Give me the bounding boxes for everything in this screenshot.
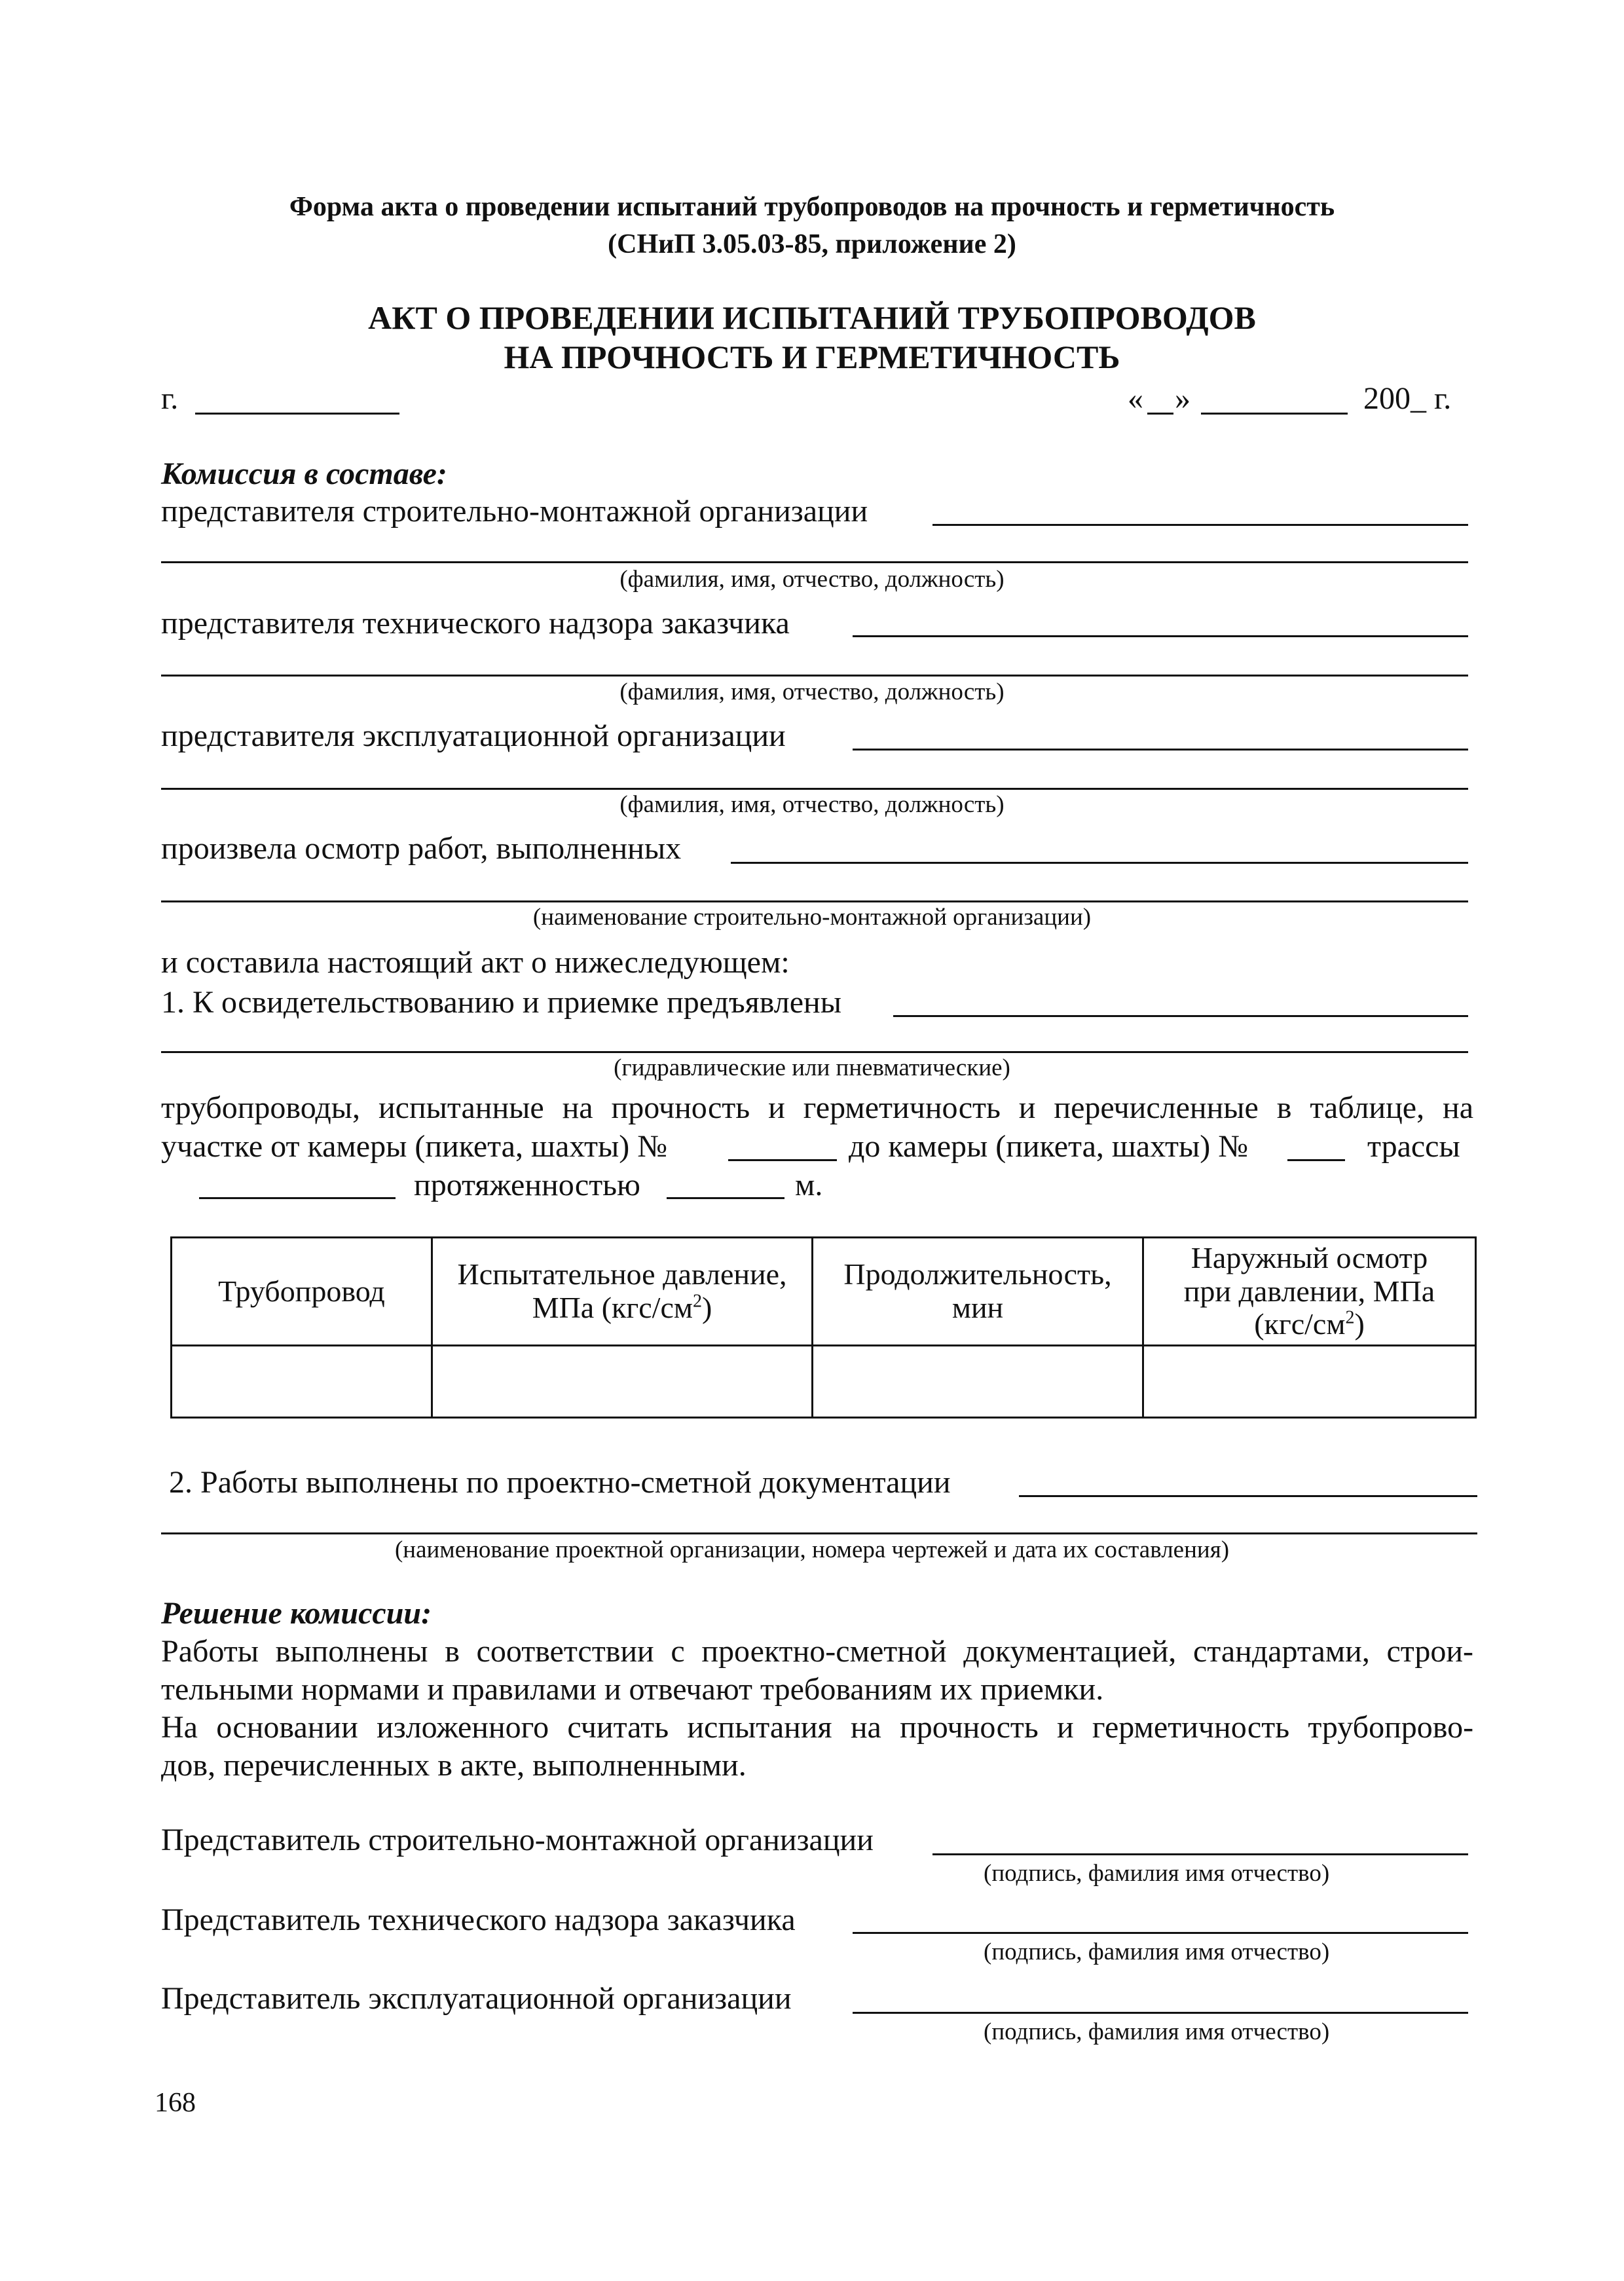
fio-caption: (фамилия, имя, отчество, должность) <box>619 791 1005 818</box>
rep-supervision-label: представителя технического надзора заказчика <box>161 606 790 640</box>
rep-operation-label: представителя эксплуатационной организации <box>161 718 786 753</box>
sig-operation-label: Представитель эксплуатационной организации <box>161 1981 792 2016</box>
org-caption: (наименование строительно-монтажной организации) <box>532 904 1092 931</box>
table-header-duration: Продолжительность, мин <box>813 1238 1143 1346</box>
length-field[interactable] <box>667 1197 784 1199</box>
inspected-field[interactable] <box>731 862 1468 864</box>
rep-supervision-field-2[interactable] <box>161 675 1468 677</box>
fio-caption: (фамилия, имя, отчество, должность) <box>619 566 1005 593</box>
header-line-1: Форма акта о проведении испытаний трубопроводов на прочность и герметичность <box>289 192 1335 222</box>
item2-caption: (наименование проектной организации, номера чертежей и дата их составления) <box>394 1536 1230 1563</box>
sig-construction-field[interactable] <box>932 1853 1468 1855</box>
sig-caption: (подпись, фамилия имя отчество) <box>984 2018 1330 2045</box>
sig-operation-field[interactable] <box>853 2012 1468 2014</box>
item1-seg-c: трассы <box>1367 1129 1460 1164</box>
quote-open: « <box>1128 381 1143 416</box>
table-header-pipeline: Трубопровод <box>172 1238 432 1346</box>
day-field[interactable] <box>1147 413 1173 415</box>
item1-caption: (гидравлические или пневматические) <box>614 1054 1010 1081</box>
rep-supervision-field[interactable] <box>853 635 1468 637</box>
item1-field-2[interactable] <box>161 1051 1468 1053</box>
city-prefix: г. <box>161 381 179 416</box>
month-field[interactable] <box>1201 413 1348 415</box>
route-field[interactable] <box>199 1197 396 1199</box>
table-header-inspection: Наружный осмотр при давлении, МПа $(кгс/см^2)$ <box>1143 1238 1476 1346</box>
table-cell-duration[interactable] <box>813 1346 1143 1418</box>
inspected-label: произвела осмотр работ, выполненных <box>161 831 682 866</box>
item1-seg-e: м. <box>795 1168 823 1202</box>
item2-field[interactable] <box>1019 1495 1477 1497</box>
chamber-from-field[interactable] <box>728 1159 837 1161</box>
sig-caption: (подпись, фамилия имя отчество) <box>984 1938 1330 1965</box>
table-header-pressure: Испытательное давление, МПа $(кгс/см^2)$ <box>432 1238 813 1346</box>
rep-construction-field-2[interactable] <box>161 561 1468 563</box>
item2-text: 2. Работы выполнены по проектно-сметной документации <box>169 1465 951 1500</box>
decision-heading: Решение комиссии: <box>161 1596 432 1631</box>
city-field[interactable] <box>195 413 399 415</box>
quote-close: » <box>1175 381 1190 416</box>
page-number: 168 <box>155 2088 196 2118</box>
item1-seg-d: протяженностью <box>414 1168 640 1202</box>
pipeline-table <box>170 1236 1477 1419</box>
rep-construction-field[interactable] <box>932 524 1468 526</box>
sig-supervision-label: Представитель технического надзора заказчика <box>161 1902 796 1937</box>
item1-seg-b: до камеры (пикета, шахты) № <box>849 1129 1248 1164</box>
chamber-to-field[interactable] <box>1287 1159 1345 1161</box>
rep-operation-field-2[interactable] <box>161 788 1468 790</box>
sig-supervision-field[interactable] <box>853 1932 1468 1934</box>
item1-text: 1. К освидетельствованию и приемке предъявлены <box>161 985 841 1020</box>
rep-operation-field[interactable] <box>853 749 1468 751</box>
table-cell-inspection[interactable] <box>1143 1346 1476 1418</box>
item2-field-2[interactable] <box>161 1532 1477 1534</box>
header-line-2: (СНиП 3.05.03-85, приложение 2) <box>608 229 1016 259</box>
decision-p1-line1: Работы выполнены в соответствии с проектно-сметной документацией, стандартами, строи- <box>161 1634 1474 1669</box>
table-cell-pressure[interactable] <box>432 1346 813 1418</box>
year-suffix: г. <box>1434 381 1452 416</box>
fio-caption: (фамилия, имя, отчество, должность) <box>619 678 1005 705</box>
sig-caption: (подпись, фамилия имя отчество) <box>984 1860 1330 1887</box>
year-prefix: 200_ <box>1363 381 1426 416</box>
commission-heading: Комиссия в составе: <box>161 456 447 491</box>
item1-field[interactable] <box>893 1015 1468 1017</box>
decision-p1-line2: тельными нормами и правилами и отвечают требованиям их приемки. <box>161 1672 1104 1707</box>
compiled-text: и составила настоящий акт о нижеследующем: <box>161 945 790 980</box>
title-line-1: АКТ О ПРОВЕДЕНИИ ИСПЫТАНИЙ ТРУБОПРОВОДОВ <box>368 299 1256 336</box>
decision-p2-line2: дов, перечисленных в акте, выполненными. <box>161 1748 747 1783</box>
table-cell-pipeline[interactable] <box>172 1346 432 1418</box>
inspected-field-2[interactable] <box>161 900 1468 902</box>
sig-construction-label: Представитель строительно-монтажной организации <box>161 1823 874 1857</box>
item1-seg-a: участке от камеры (пикета, шахты) № <box>161 1129 668 1164</box>
item1-line-a: трубопроводы, испытанные на прочность и герметичность и перечисленные в таблице, на <box>161 1090 1473 1125</box>
title-line-2: НА ПРОЧНОСТЬ И ГЕРМЕТИЧНОСТЬ <box>504 339 1120 375</box>
rep-construction-label: представителя строительно-монтажной организации <box>161 494 868 529</box>
decision-p2-line1: На основании изложенного считать испытания на прочность и герметичность трубопрово- <box>161 1710 1474 1745</box>
